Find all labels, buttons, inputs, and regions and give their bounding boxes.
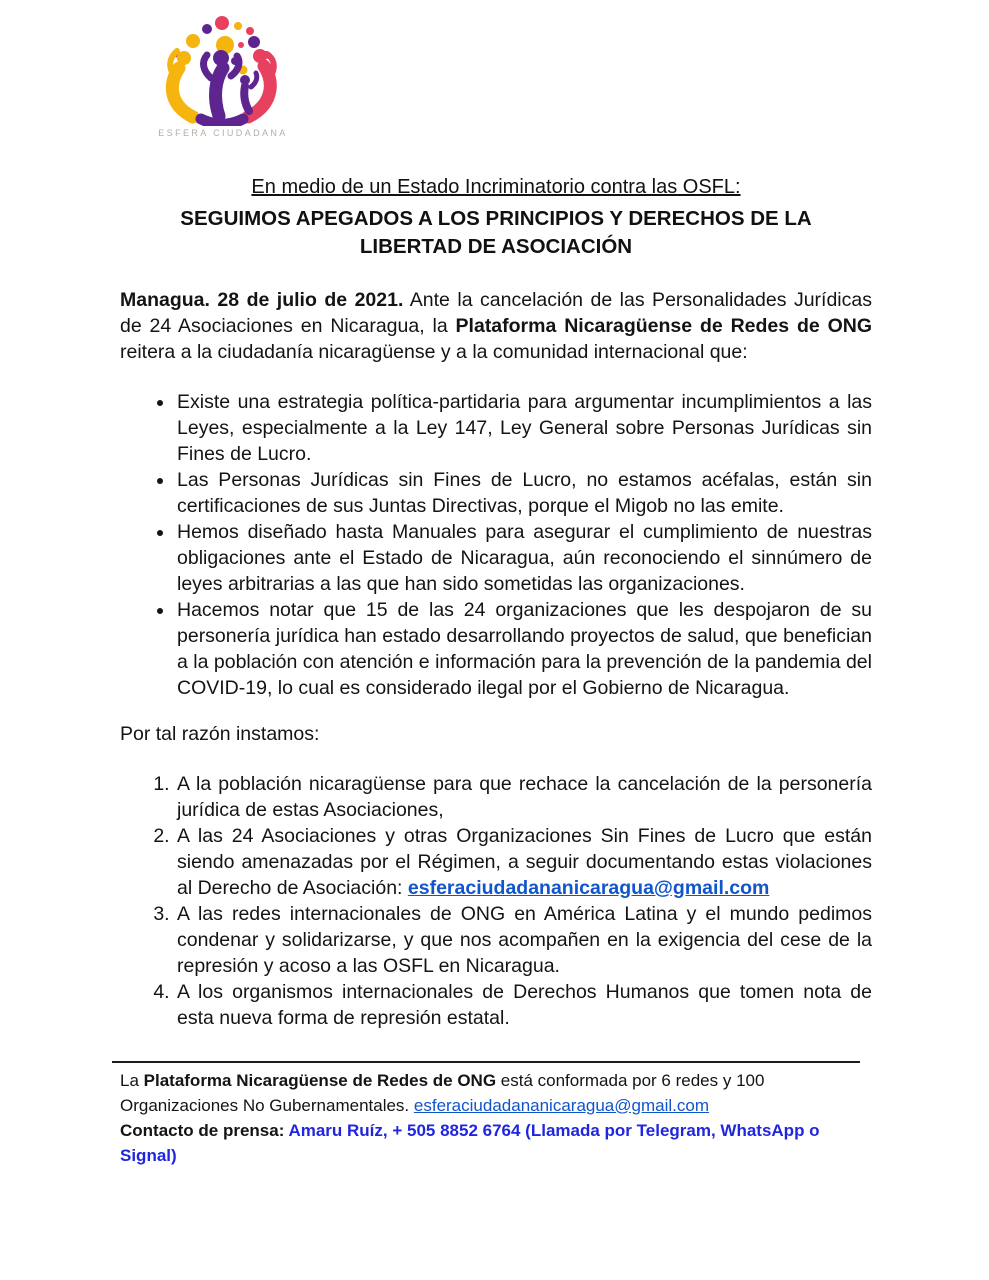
press-contact-label: Contacto de prensa:	[120, 1121, 289, 1140]
list-item	[175, 979, 872, 1031]
numbered-item-text: A las 24 Asociaciones y otras Organizaciones Sin Fines de Lucro que están siendo amenazadas por el Régimen, a seguir documentando estas violaciones al Derecho de Asociación:	[177, 825, 872, 899]
email-link[interactable]: esferaciudadananicaragua@gmail.com	[407, 877, 770, 899]
numbered-item-text: A las redes internacionales de ONG en América Latina y el mundo pedimos condenar y solidarizarse, y que nos acompañen en la exigencia del cese de la represión y acoso a las OSFL en Nicaragua.	[177, 903, 872, 977]
esfera-ciudadana-logo-icon	[162, 14, 284, 126]
footer-block	[112, 1061, 860, 1168]
footer-org-name: Plataforma Nicaragüense de Redes de ONG	[143, 1071, 497, 1090]
bullet-list	[120, 389, 872, 701]
footer-press-line	[112, 1119, 860, 1168]
list-item: • Hemos diseñado hasta Manuales para asegurar el cumplimiento de nuestras obligaciones ante el Estado de Nicaragua, aún reconociendo el sinnúmero de leyes arbitrarias a las que han sido sometidas las organizaciones.	[175, 519, 872, 597]
document-subtitle: En medio de un Estado Incriminatorio contra las OSFL:	[251, 176, 741, 198]
list-item	[175, 771, 872, 823]
press-contact-value[interactable]: Amaru Ruíz, + 505 8852 6764 (Llamada por Telegram, WhatsApp o Signal)	[120, 1121, 820, 1165]
logo-caption: ESFERA CIUDADANA	[158, 128, 288, 138]
callout-text: Por tal razón instamos:	[120, 723, 320, 745]
numbered-list	[120, 771, 872, 1031]
numbered-item-text: A la población nicaragüense para que rechace la cancelación de la personería jurídica de estas Asociaciones,	[177, 773, 872, 821]
numbered-item-text: A los organismos internacionales de Derechos Humanos que tomen nota de esta nueva forma de represión estatal.	[177, 981, 872, 1029]
footer-email-link[interactable]: esferaciudadananicaragua@gmail.com	[413, 1095, 709, 1115]
footer-about-line	[112, 1069, 860, 1118]
org-name: Plataforma Nicaragüense de Redes de ONG	[455, 315, 872, 337]
list-item: • Hacemos notar que 15 de las 24 organizaciones que les despojaron de su personería jurídica han estado desarrollando proyectos de salud, que benefician a la población con atención e información para la prevención de la pandemia del COVID-19, lo cual es considerado ilegal por el Gobierno de Nicaragua.	[175, 597, 872, 701]
logo-block	[148, 14, 298, 138]
intro-paragraph	[120, 287, 872, 365]
list-item	[175, 823, 872, 901]
dateline: Managua. 28 de julio de 2021.	[120, 289, 404, 311]
list-item: • Existe una estrategia política-partidaria para argumentar incumplimientos a las Leyes, especialmente a la Ley 147, Ley General sobre Personas Jurídicas sin Fines de Lucro.	[175, 389, 872, 467]
intro-text-b: reitera a la ciudadanía nicaragüense y a la comunidad internacional que:	[120, 341, 748, 363]
title-block	[120, 174, 872, 261]
document-title: SEGUIMOS APEGADOS A LOS PRINCIPIOS Y DERECHOS DE LA LIBERTAD DE ASOCIACIÓN	[180, 207, 812, 258]
footer-text-b: está conformada por 6 redes y 100 Organizaciones No Gubernamentales.	[120, 1071, 765, 1115]
list-item	[175, 901, 872, 979]
intro-text-a: Ante la cancelación de las Personalidades Jurídicas de 24 Asociaciones en Nicaragua, la	[120, 289, 872, 337]
list-item: • Las Personas Jurídicas sin Fines de Lucro, no estamos acéfalas, están sin certificaciones de sus Juntas Directivas, porque el Migob no las emite.	[175, 467, 872, 519]
footer-text-a: La	[120, 1071, 144, 1090]
